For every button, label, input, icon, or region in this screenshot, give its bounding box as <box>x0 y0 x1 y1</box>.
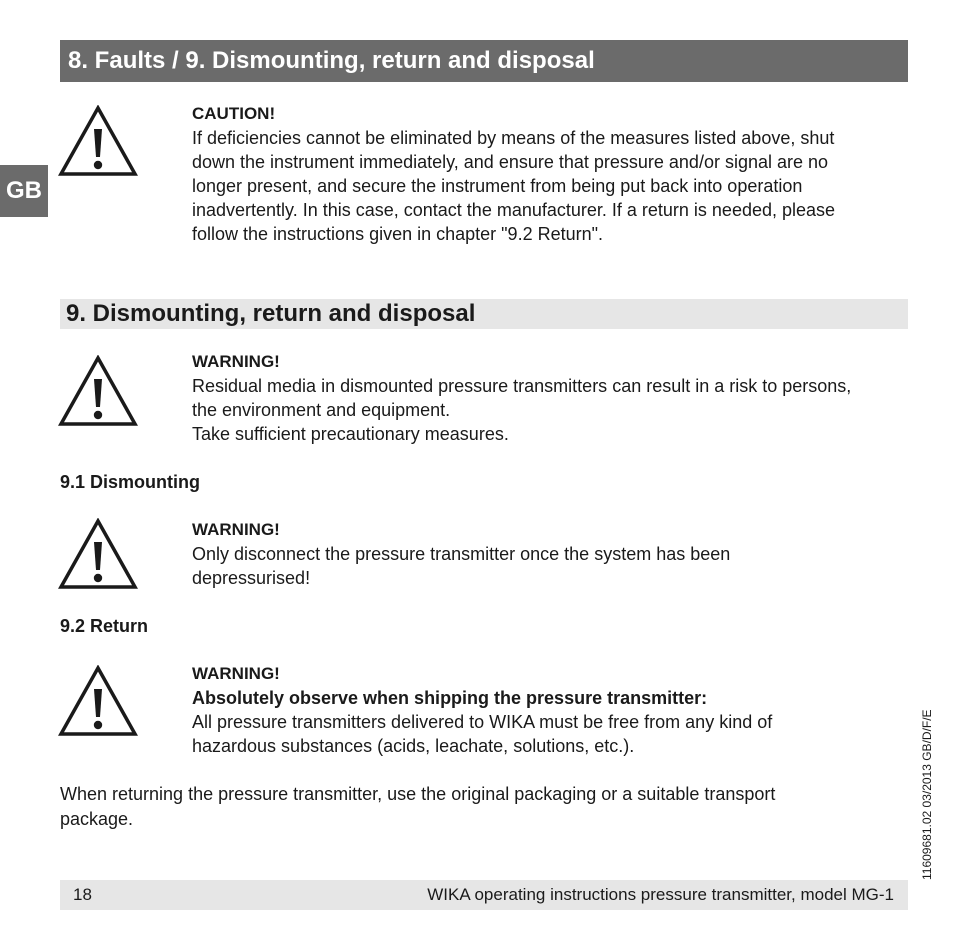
caution-block <box>192 102 908 246</box>
caution-line: If deficiencies cannot be eliminated by means of the measures listed above, shut <box>192 128 835 148</box>
warning-title: WARNING! <box>192 520 280 539</box>
caution-line: down the instrument immediately, and ensure that pressure and/or signal are no <box>192 152 829 172</box>
warning-block <box>192 518 908 590</box>
paragraph-line: When returning the pressure transmitter, use the original packaging or a suitable transport <box>60 784 776 804</box>
warning-triangle-icon <box>58 518 138 590</box>
warning-title: WARNING! <box>192 664 280 683</box>
warning-block <box>192 350 908 446</box>
document-title: WIKA operating instructions pressure transmitter, model MG-1 <box>427 885 894 904</box>
page-footer <box>60 880 908 910</box>
caution-title: CAUTION! <box>192 104 276 123</box>
paragraph-line: package. <box>60 809 134 829</box>
warning-line: Take sufficient precautionary measures. <box>192 424 509 444</box>
warning-line: Residual media in dismounted pressure transmitters can result in a risk to persons, <box>192 376 852 396</box>
warning-triangle-icon <box>58 355 138 427</box>
return-paragraph <box>60 782 908 832</box>
warning-triangle-icon <box>58 665 138 737</box>
warning-line: All pressure transmitters delivered to WIKA must be free from any kind of <box>192 712 773 732</box>
caution-line: inadvertently. In this case, contact the manufacturer. If a return is needed, please <box>192 200 836 220</box>
warning-title: WARNING! <box>192 352 280 371</box>
subsection-heading-dismounting: 9.1 Dismounting <box>60 472 201 492</box>
caution-line: follow the instructions given in chapter "9.2 Return". <box>192 224 603 244</box>
warning-emphasis: Absolutely observe when shipping the pressure transmitter: <box>192 688 708 708</box>
warning-line: hazardous substances (acids, leachate, solutions, etc.). <box>192 736 635 756</box>
document-code-text: 11609681.02 03/2013 GB/D/F/E <box>920 709 934 880</box>
section-heading: 9. Dismounting, return and disposal <box>60 299 908 329</box>
warning-line: Only disconnect the pressure transmitter once the system has been <box>192 544 731 564</box>
language-tab: GB <box>0 165 48 217</box>
warning-line: the environment and equipment. <box>192 400 451 420</box>
warning-block <box>192 662 908 758</box>
page-number: 18 <box>73 885 92 904</box>
page-title: 8. Faults / 9. Dismounting, return and disposal <box>60 40 908 82</box>
caution-line: longer present, and secure the instrument from being put back into operation <box>192 176 803 196</box>
subsection-heading-return: 9.2 Return <box>60 616 149 636</box>
warning-triangle-icon <box>58 105 138 177</box>
warning-line: depressurised! <box>192 568 311 588</box>
